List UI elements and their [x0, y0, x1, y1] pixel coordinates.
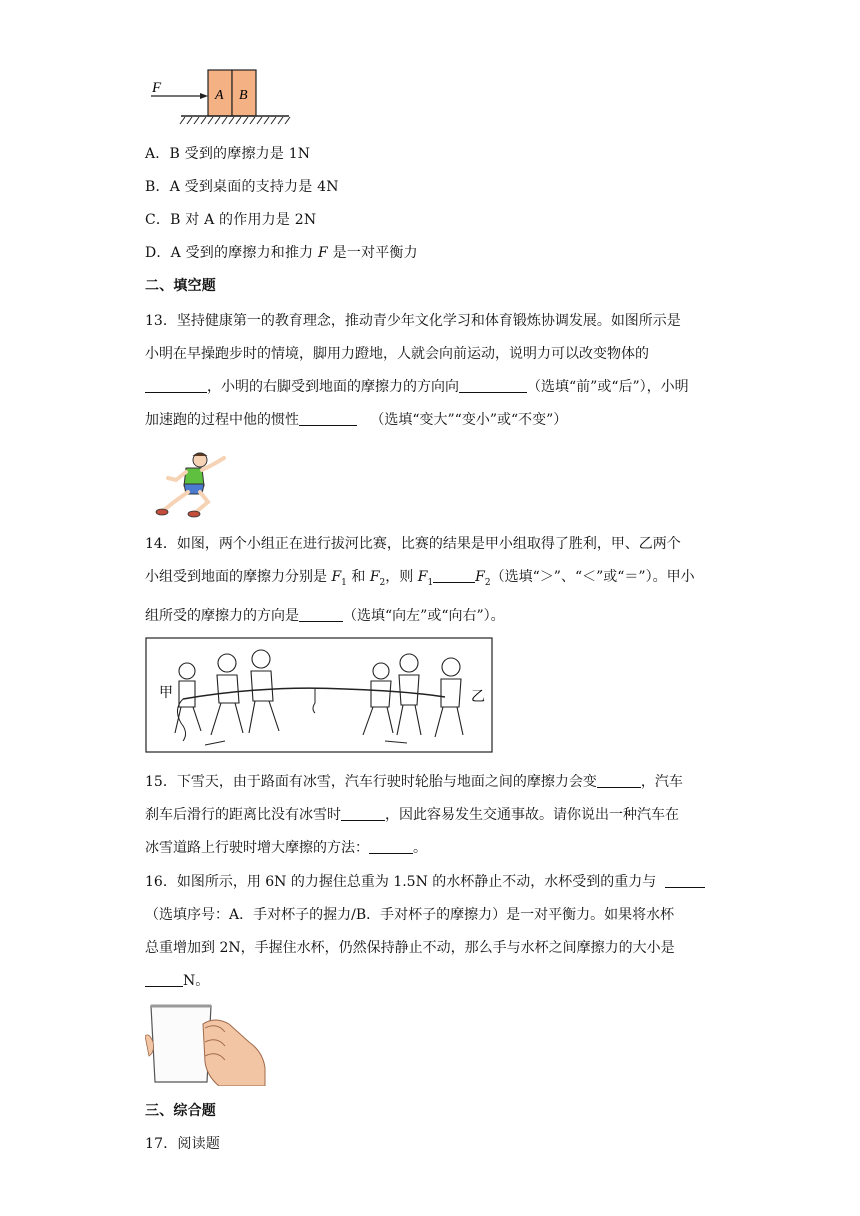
blank[interactable]: [341, 806, 385, 821]
force-label: F: [152, 80, 162, 96]
svg-text:甲: 甲: [159, 686, 173, 701]
blank[interactable]: [597, 773, 641, 788]
cup-in-hand-illustration: [145, 1002, 267, 1086]
blank[interactable]: [299, 607, 343, 622]
section-heading-comprehensive: 三、综合题: [145, 1103, 216, 1119]
question-17: 17．阅读题: [145, 1136, 221, 1152]
blocks-figure: [145, 66, 295, 128]
blank[interactable]: [299, 411, 357, 426]
question-15: 15．下雪天，由于路面有冰雪，汽车行驶时轮胎与地面之间的摩擦力会变 ，汽车 刹车后滑行的距离比没有冰雪时 ，因此容易发生交通事故。请你说出一种汽车在 冰雪道路上行驶时增大摩擦的方法： 。: [145, 774, 683, 856]
section-heading-fill-blank: 二、填空题: [145, 278, 216, 294]
blank[interactable]: [433, 568, 475, 583]
svg-text:A: A: [215, 88, 224, 103]
blank[interactable]: [665, 873, 705, 888]
q12-option-c: C．B 对 A 的作用力是 2N: [145, 212, 317, 228]
runner-illustration: [154, 448, 234, 520]
tug-of-war-illustration: [145, 637, 493, 753]
q12-option-b: B．A 受到桌面的支持力是 4N: [145, 179, 339, 195]
svg-text:乙: 乙: [471, 690, 485, 705]
q12-option-d: D．A 受到的摩擦力和推力 F 是一对平衡力: [145, 245, 418, 261]
svg-text:B: B: [239, 88, 248, 103]
question-13: 13．坚持健康第一的教育理念，推动青少年文化学习和体育锻炼协调发展。如图所示是 小明在早操跑步时的情境，脚用力蹬地，人就会向前运动，说明力可以改变物体的 ，小明的右脚受到地面的摩擦力的方向向 （选填“前”或“后”），小明 加速跑的过程中他的惯性 （选填“变大”“变小”或“不变”）: [145, 313, 689, 428]
q12-option-a: A．B 受到的摩擦力是 1N: [145, 146, 311, 162]
question-16: 16．如图所示，用 6N 的力握住总重为 1.5N 的水杯静止不动，水杯受到的重力与 （选填序号：A．手对杯子的握力/B．手对杯子的摩擦力）是一对平衡力。如果将水杯 总重增加到 2N，手握住水杯，仍然保持静止不动，那么手与水杯之间摩擦力的大小是 N。: [145, 866, 717, 998]
blank[interactable]: [369, 839, 413, 854]
blank[interactable]: [145, 378, 207, 393]
question-14: 14．如图，两个小组正在进行拔河比赛，比赛的结果是甲小组取得了胜利，甲、乙两个 小组受到地面的摩擦力分别是 $F_1$ 和 $F_2$，则 $F_1$ $F_2$（选填“＞”、“＜”或“＝”）。甲小 组所受的摩擦力的方向是 （选填“向左”或“向右”）。: [145, 536, 695, 624]
blank[interactable]: [459, 378, 527, 393]
blank[interactable]: [145, 972, 183, 987]
